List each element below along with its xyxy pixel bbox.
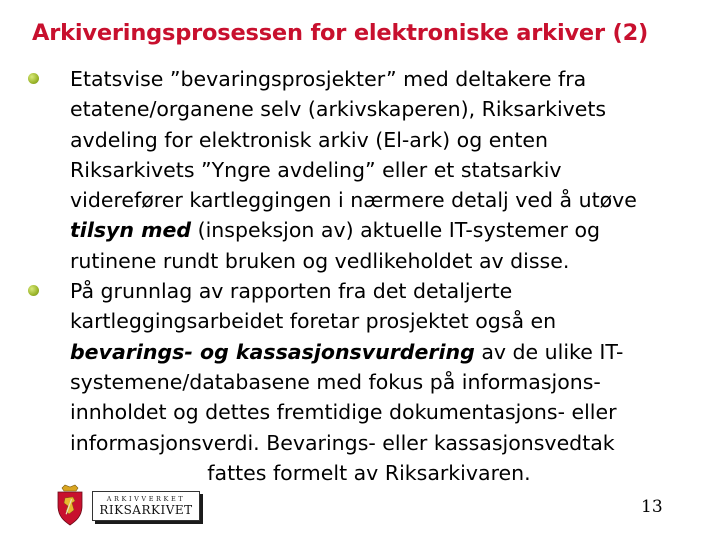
text-fragment: (inspeksjon av) aktuelle IT-systemer og — [191, 218, 601, 243]
bullet-dot-icon — [28, 73, 39, 84]
slide-body — [28, 64, 708, 488]
text-line: Riksarkivets ”Yngre avdeling” eller et statsarkiv — [70, 157, 562, 182]
text-line — [70, 215, 708, 245]
text-line: systemene/databasene med fokus på informasjons- — [70, 369, 601, 394]
text-fragment: av de ulike IT- — [474, 339, 624, 364]
bullet-dot-icon — [28, 285, 39, 296]
text-line: På grunnlag av rapporten fra det detaljerte — [70, 279, 513, 304]
logo-wordmark-box — [92, 491, 200, 521]
page-number: 13 — [641, 497, 663, 517]
riksarkivet-logo — [52, 484, 204, 526]
slide-title: Arkiveringsprosessen for elektroniske arkiver (2) — [32, 20, 649, 46]
text-line: etatene/organene selv (arkivskaperen), Riksarkivets — [70, 97, 607, 122]
text-line: informasjonsverdi. Bevarings- eller kassasjonsvedtak — [70, 430, 615, 455]
emphasis-text: tilsyn med — [70, 218, 192, 243]
text-line — [70, 337, 708, 367]
coat-of-arms-icon — [52, 484, 88, 526]
text-line: avdeling for elektronisk arkiv (El-ark) og enten — [70, 127, 548, 152]
text-line: viderefører kartleggingen i nærmere detalj ved å utøve — [70, 188, 637, 213]
text-line: kartleggingsarbeidet foretar prosjektet også en — [70, 309, 557, 334]
text-line: innholdet og dettes fremtidige dokumentasjons- eller — [70, 400, 617, 425]
text-line: rutinene rundt bruken og vedlikeholdet av disse. — [70, 248, 570, 273]
text-line: Etatsvise ”bevaringsprosjekter” med deltakere fra — [70, 67, 587, 91]
text-line: fattes formelt av Riksarkivaren. — [207, 460, 531, 485]
logo-top-text: ARKIVVERKET — [106, 495, 186, 503]
bullet-item — [28, 276, 708, 488]
logo-main-text: RIKSARKIVET — [99, 503, 193, 517]
bullet-item — [28, 64, 708, 276]
emphasis-text: bevarings- og kassasjonsvurdering — [70, 339, 475, 364]
